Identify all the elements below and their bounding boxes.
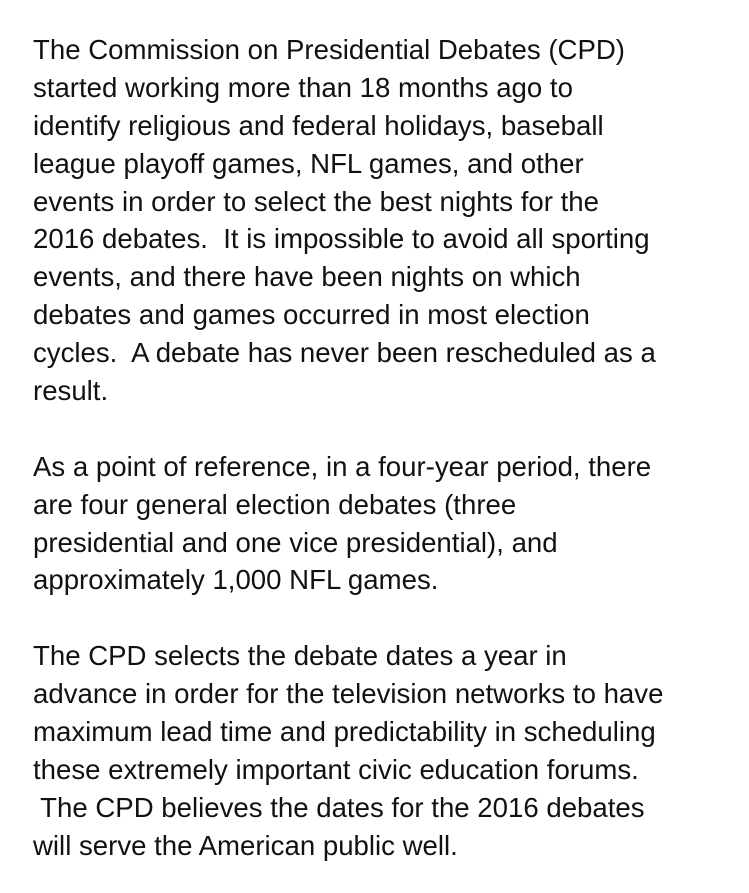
text-line: debates and games occurred in most election — [33, 299, 590, 331]
text-line: events in order to select the best nights for the — [33, 185, 599, 217]
text-line: league playoff games, NFL games, and other — [33, 147, 584, 179]
text-line: As a point of reference, in a four-year period, there — [33, 450, 652, 482]
statement-document — [33, 31, 733, 865]
text-line: advance in order for the television networks to have — [33, 678, 664, 710]
text-line: events, and there have been nights on which — [33, 261, 581, 293]
paragraph-point-of-reference — [33, 448, 733, 600]
paragraph-scheduling-process — [33, 31, 733, 410]
text-line: cycles. A debate has never been rescheduled as a — [33, 337, 656, 369]
text-line: 2016 debates. It is impossible to avoid all sporting — [33, 223, 650, 255]
text-line: will serve the American public well. — [33, 829, 458, 861]
paragraph-date-selection — [33, 637, 733, 864]
text-line: started working more than 18 months ago to — [33, 71, 573, 103]
text-line: approximately 1,000 NFL games. — [33, 564, 439, 596]
text-line: The CPD believes the dates for the 2016 debates — [33, 791, 645, 823]
text-line: The CPD selects the debate dates a year in — [33, 640, 567, 672]
text-line: The Commission on Presidential Debates (CPD) — [33, 34, 625, 65]
text-line: are four general election debates (three — [33, 488, 517, 520]
text-line: maximum lead time and predictability in scheduling — [33, 716, 656, 748]
text-line: identify religious and federal holidays, baseball — [33, 109, 604, 141]
text-line: these extremely important civic education forums. — [33, 753, 639, 785]
text-line: presidential and one vice presidential), and — [33, 526, 558, 558]
text-line: result. — [33, 375, 109, 407]
